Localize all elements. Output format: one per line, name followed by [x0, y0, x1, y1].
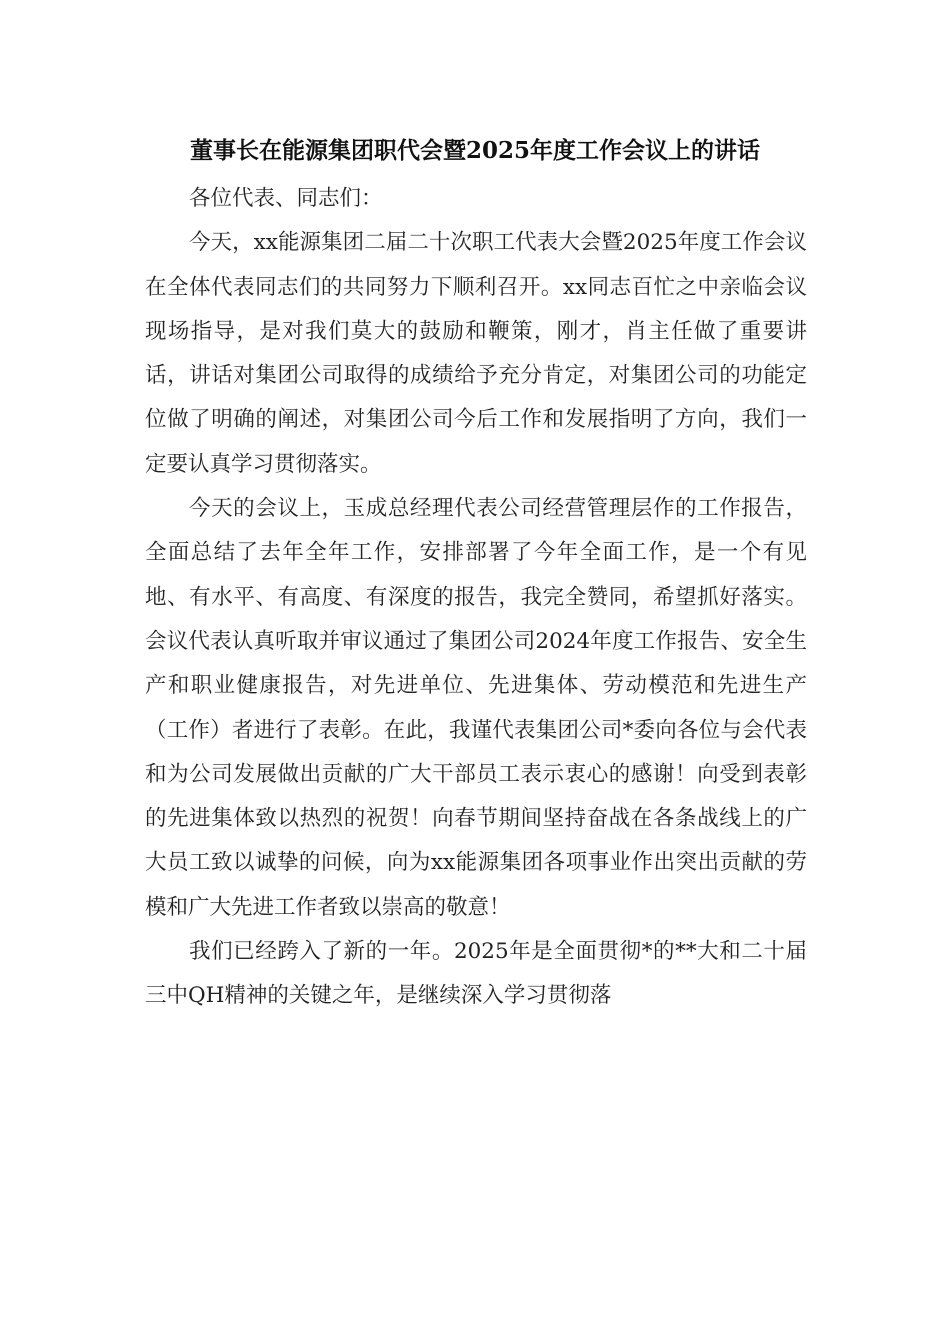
paragraph-1: 今天，xx能源集团二届二十次职工代表大会暨2025年度工作会议在全体代表同志们的共同努力下顺利召开。xx同志百忙之中亲临会议现场指导，是对我们莫大的鼓励和鞭策，刚才，肖主任做了重要讲话，讲话对集团公司取得的成绩给予充分肯定，对集团公司的功能定位做了明确的阐述，对集团公司今后工作和发展指明了方向，我们一定要认真学习贯彻落实。 [145, 230, 807, 477]
document-title: 董事长在能源集团职代会暨2025年度工作会议上的讲话 [189, 137, 760, 164]
document-body [145, 177, 807, 1019]
salutation: 各位代表、同志们： [189, 186, 383, 211]
paragraph-2: 今天的会议上，玉成总经理代表公司经营管理层作的工作报告，全面总结了去年全年工作，安排部署了今年全面工作，是一个有见地、有水平、有高度、有深度的报告，我完全赞同，希望抓好落实。会议代表认真听取并审议通过了集团公司2024年度工作报告、安全生产和职业健康报告，对先进单位、先进集体、劳动模范和先进生产（工作）者进行了表彰。在此，我谨代表集团公司*委向各位与会代表和为公司发展做出贡献的广大干部员工表示衷心的感谢！向受到表彰的先进集体致以热烈的祝贺！向春节期间坚持奋战在各条战线上的广大员工致以诚挚的问候，向为xx能源集团各项事业作出突出贡献的劳模和广大先进工作者致以崇高的敬意！ [145, 496, 807, 920]
paragraph-3: 我们已经跨入了新的一年。2025年是全面贯彻*的**大和二十届三中QH精神的关键之年，是继续深入学习贯彻落 [145, 939, 807, 1009]
